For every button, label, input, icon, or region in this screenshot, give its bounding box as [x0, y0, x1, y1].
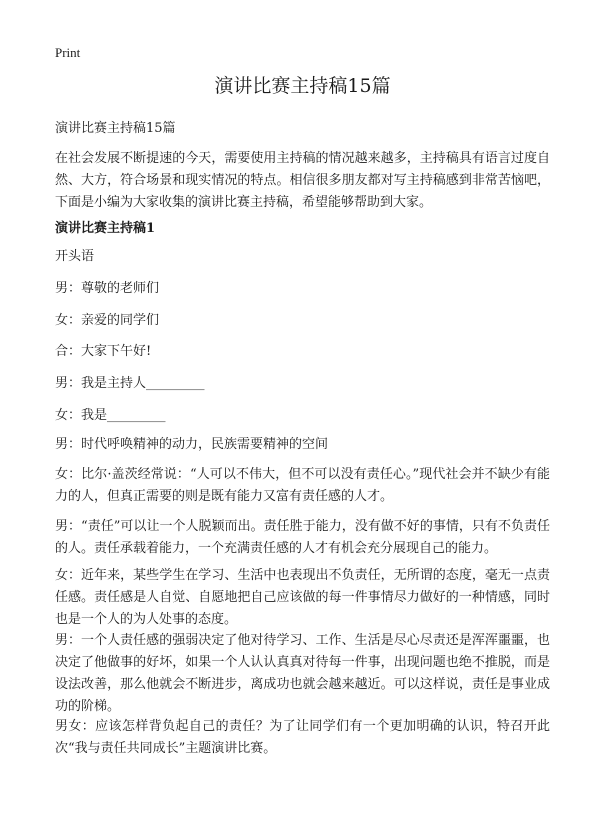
paragraph-opening: 开头语 [55, 249, 95, 264]
paragraph-line: 合：大家下午好! [55, 344, 152, 359]
paragraph-block: 女：比尔·盖茨经常说：“人可以不伟大，但不可以没有责任心。”现代社会并不缺少有能力的人，但真正需要的则是既有能力又富有责任感的人才。 [55, 467, 550, 504]
intro-paragraph: 在社会发展不断提速的今天，需要使用主持稿的情况越来越多，主持稿具有语言过度自然、大方，符合场景和现实情况的特点。相信很多朋友都对写主持稿感到非常苦恼吧，下面是小编为大家收集的演讲比赛主持稿，希望能够帮助到大家。 [55, 151, 550, 210]
paragraph-line: 男：时代呼唤精神的动力，民族需要精神的空间 [55, 437, 329, 452]
print-link[interactable]: Print [55, 45, 81, 60]
paragraph-line: 女：我是_________ [55, 408, 166, 423]
paragraph-block: 男：一个人责任感的强弱决定了他对待学习、工作、生活是尽心尽责还是浑浑噩噩，也决定了他做事的好坏，如果一个人认认真真对待每一件事，出现问题也绝不推脱，而是设法改善，那么他就会不断进步，离成功也就会越来越近。可以这样说，责任是事业成功的阶梯。 [55, 633, 550, 714]
section-heading: 演讲比赛主持稿1 [55, 221, 156, 236]
paragraph-block: 男女：应该怎样背负起自己的责任？为了让同学们有一个更加明确的认识，特召开此次“我与责任共同成长”主题演讲比赛。 [55, 719, 550, 756]
document-subtitle: 演讲比赛主持稿15篇 [55, 121, 176, 136]
page-title: 演讲比赛主持稿15篇 [214, 75, 391, 97]
paragraph-line: 女：亲爱的同学们 [55, 313, 160, 328]
paragraph-line: 男：我是主持人_________ [55, 376, 205, 391]
paragraph-line: 男：尊敬的老师们 [55, 281, 160, 296]
paragraph-block: 男：“责任”可以让一个人脱颖而出。责任胜于能力，没有做不好的事情，只有不负责任的人。责任承载着能力，一个充满责任感的人才有机会充分展现自己的能力。 [55, 519, 550, 556]
paragraph-block: 女：近年来，某些学生在学习、生活中也表现出不负责任，无所谓的态度，毫无一点责任感。责任感是人自觉、自愿地把自己应该做的每一件事情尽力做好的一种情感，同时也是一个人的为人处事的态度。 [55, 568, 550, 627]
